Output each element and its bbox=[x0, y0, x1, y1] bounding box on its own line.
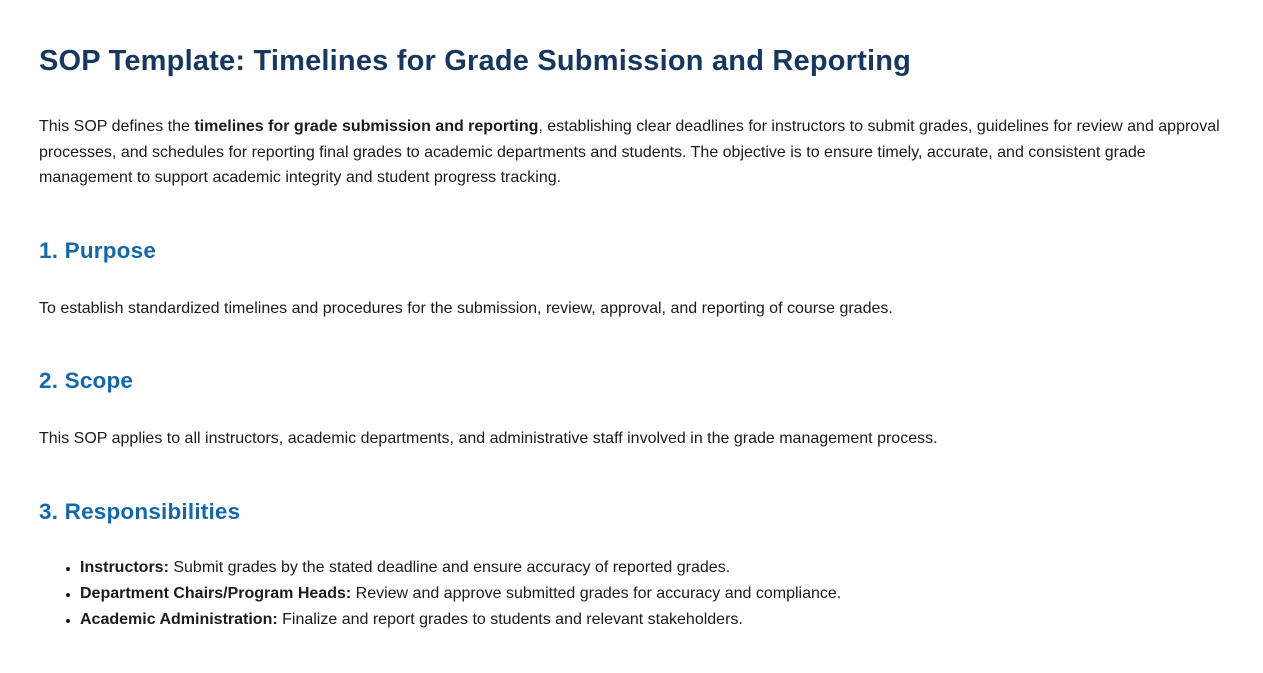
list-item bbox=[80, 607, 1221, 633]
list-item-label: Academic Administration: bbox=[80, 610, 278, 628]
document-title: SOP Template: Timelines for Grade Submission and Reporting bbox=[39, 45, 912, 77]
list-item-label: Instructors: bbox=[80, 558, 169, 576]
list-item-text: Review and approve submitted grades for accuracy and compliance. bbox=[351, 584, 842, 602]
section-heading-scope: 2. Scope bbox=[39, 368, 134, 394]
intro-text-bold: timelines for grade submission and reporting bbox=[194, 118, 539, 136]
list-item bbox=[80, 555, 1221, 581]
intro-text-before: This SOP defines the bbox=[39, 118, 195, 136]
section-body-scope: This SOP applies to all instructors, academic departments, and administrative staff involved in the grade management process. bbox=[39, 430, 938, 448]
list-item bbox=[80, 581, 1221, 607]
intro-text-after: , establishing clear deadlines for instructors to submit grades, guidelines for review and approval processes, and schedules for reporting final grades to academic departments and students. The objective is to ensure timely, accurate, and consistent grade management to support academic integrity and student progress tracking. bbox=[39, 118, 1220, 187]
intro-paragraph bbox=[39, 114, 1221, 191]
section-heading-responsibilities: 3. Responsibilities bbox=[39, 498, 241, 524]
list-item-label: Department Chairs/Program Heads: bbox=[80, 584, 352, 602]
list-item-text: Finalize and report grades to students and relevant stakeholders. bbox=[277, 610, 743, 628]
section-heading-purpose: 1. Purpose bbox=[39, 237, 157, 263]
sop-document bbox=[0, 45, 1263, 673]
responsibilities-list bbox=[39, 555, 1221, 633]
section-body-purpose: To establish standardized timelines and procedures for the submission, review, approval, and reporting of course grades. bbox=[39, 299, 893, 317]
list-item-text: Submit grades by the stated deadline and ensure accuracy of reported grades. bbox=[168, 558, 731, 576]
